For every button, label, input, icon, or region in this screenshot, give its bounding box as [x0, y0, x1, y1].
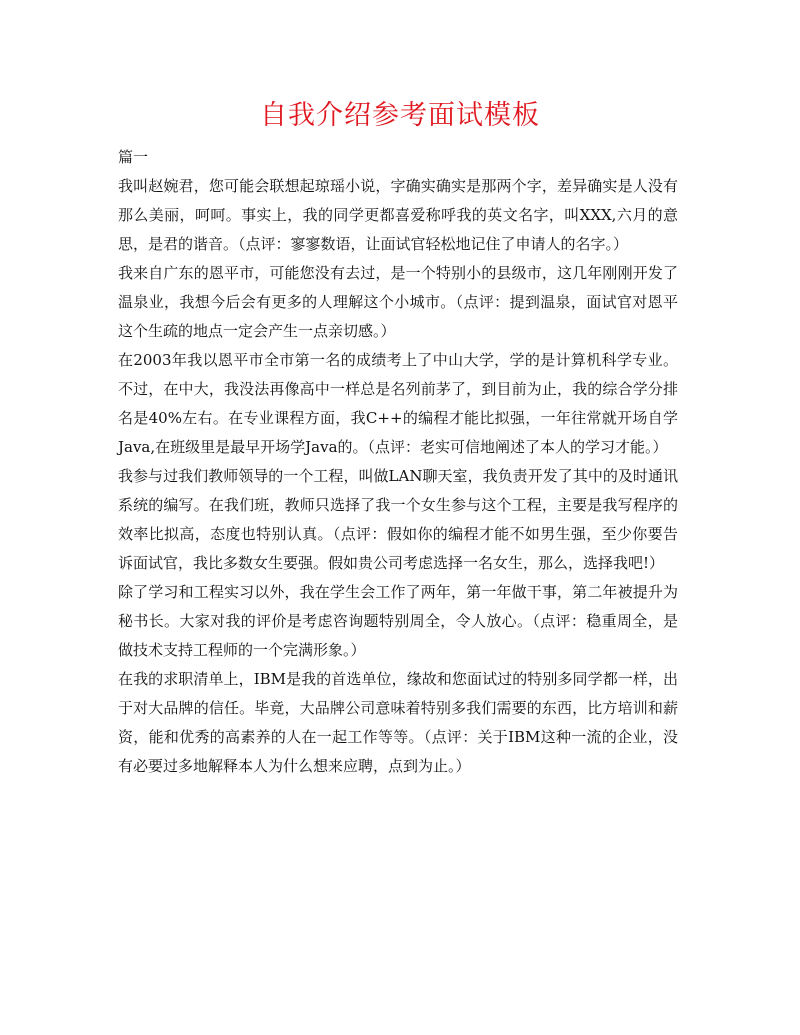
- section-label: 篇一: [118, 148, 149, 166]
- document-title: 自我介绍参考面试模板: [260, 100, 540, 131]
- paragraph-student-union: 除了学习和工程实习以外，我在学生会工作了两年，第一年做干事，第二年被提升为秘书长。大家对我的评价是考虑咨询题特别周全，令人放心。（点评：稳重周全，是做技术支持工程师的一个完满形象。）: [118, 583, 678, 659]
- paragraph-project: 我参与过我们教师领导的一个工程，叫做LAN聊天室，我负责开发了其中的及时通讯系统的编写。在我们班，教师只选择了我一个女生参与这个工程，主要是我写程序的效率比拟高，态度也特别认真。（点评：假如你的编程才能不如男生强，至少你要告诉面试官，我比多数女生要强。假如贵公司考虑选择一名女生，那么，选择我吧!）: [118, 467, 678, 572]
- paragraph-job-preference: 在我的求职清单上，IBM是我的首选单位，缘故和您面试过的特别多同学都一样，出于对大品牌的信任。毕竟，大品牌公司意味着特别多我们需要的东西，比方培训和薪资，能和优秀的高素养的人在一起工作等等。（点评：关于IBM这种一流的企业，没有必要过多地解释本人为什么想来应聘，点到为止。）: [118, 670, 678, 775]
- paragraph-education: 在2003年我以恩平市全市第一名的成绩考上了中山大学，学的是计算机科学专业。不过，在中大，我没法再像高中一样总是名列前茅了，到目前为止，我的综合学分排名是40%左右。在专业课程方面，我C++的编程才能比拟强，一年往常就开场自学Java,在班级里是最早开场学Java的。（点评：老实可信地阐述了本人的学习才能。）: [118, 351, 678, 456]
- paragraph-hometown: 我来自广东的恩平市，可能您没有去过，是一个特别小的县级市，这几年刚刚开发了温泉业，我想今后会有更多的人理解这个小城市。（点评：提到温泉，面试官对恩平这个生疏的地点一定会产生一点亲切感。）: [118, 264, 678, 340]
- document-body: [118, 143, 678, 781]
- paragraph-name-intro: 我叫赵婉君，您可能会联想起琼瑶小说，字确实确实是那两个字，差异确实是人没有那么美丽，呵呵。事实上，我的同学更都喜爱称呼我的英文名字，叫XXX,六月的意思，是君的谐音。（点评：寥寥数语，让面试官轻松地记住了申请人的名字。）: [118, 177, 678, 253]
